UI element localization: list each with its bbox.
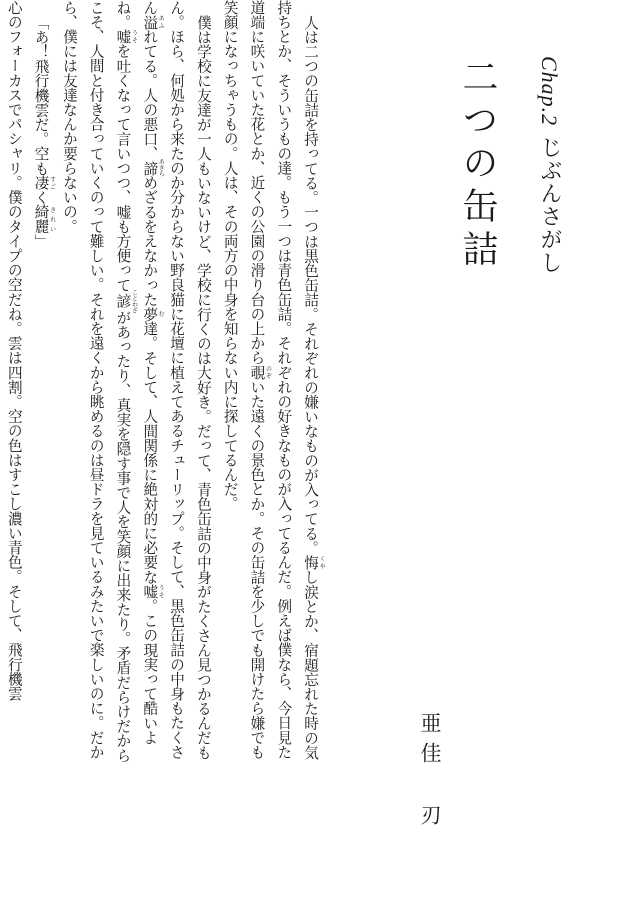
paragraph-1: 人は二つの缶詰を持ってる。一つは黒色缶詰。それぞれの嫌いなものが入ってる。悔 くやし涙とか、宿題忘れた時の気持ちとか、そういうもの達。もう一つは青色缶詰。それぞれの好きなものが入ってるんだ。例えば僕なら、今日見た道端に咲いていた花とか、近くの公園の滑り台の上から覗 のぞいた遠くの景色とか。その缶詰を少しでも開けたら嫌でも笑顔になっちゃうもの。人は、その両方の中身を知らない内に探してるんだ。 [221,0,326,760]
ruby-uso-1: 嘘 うそ [141,584,165,599]
ruby-mu: 夢 む [141,306,165,322]
ruby-sugo: 凄 すご [32,175,56,190]
ruby-uso-2: 嘘 うそ [114,29,138,44]
chapter-subtitle: じぶんさがし [537,136,562,275]
paragraph-4: 心のフォーカスでパシャリ。僕のタイプの空だね。雲は四割。空の色はすこし濃い青色。そして、飛行機雲 [5,0,23,701]
ruby-kotowaza: 諺 ことわざ [114,289,138,314]
ruby-kuyashi: 悔 くや [302,554,326,570]
chapter-heading [534,56,565,274]
paragraph-2: 僕は学校に友達が一人もいないけど、学校に行くのは大好き。だって、青色缶詰の中身がたくさん見つかるんだもん。ほら、何処から来たのか分からない野良猫に花壇に植えてあるチューリップ。そして、黒色缶詰の中身もたくさん溢 あふれてる。人の悪口、諦 あきらめざるをえなかった夢 む達。そして、人間関係に絶対的に必要な嘘 うそ。この現実って酷いよね。嘘 うそを吐くなって言いつつ、嘘も方便って諺 ことわざがあったり、真実を隠す事で人を笑顔に出来たり。矛盾だらけだからこそ、人間と付き合っていくのって難しい。それを遠くから眺めるのは昼ドラを見ているみたいで楽しいのに。だから、僕には友達なんか要らないの。 [60,0,212,763]
story-body [0,0,325,770]
author-name [415,712,445,825]
author-given-name: 刃 [418,804,442,825]
author-surname: 亜佳 [418,712,442,772]
chapter-label: Chap.2 [537,56,562,127]
ruby-nozoi: 覗 のぞ [248,365,272,380]
paragraph-3-dialogue: 「あ！飛行機雲だ。空も凄 すごく綺麗 きれい」 [32,14,56,249]
story-title: 二つの缶詰 [457,58,498,273]
ruby-afure: 溢 あふ [141,14,165,30]
ruby-kirei: 綺麗 きれい [32,204,56,234]
ruby-akira: 諦 あきら [141,158,165,177]
